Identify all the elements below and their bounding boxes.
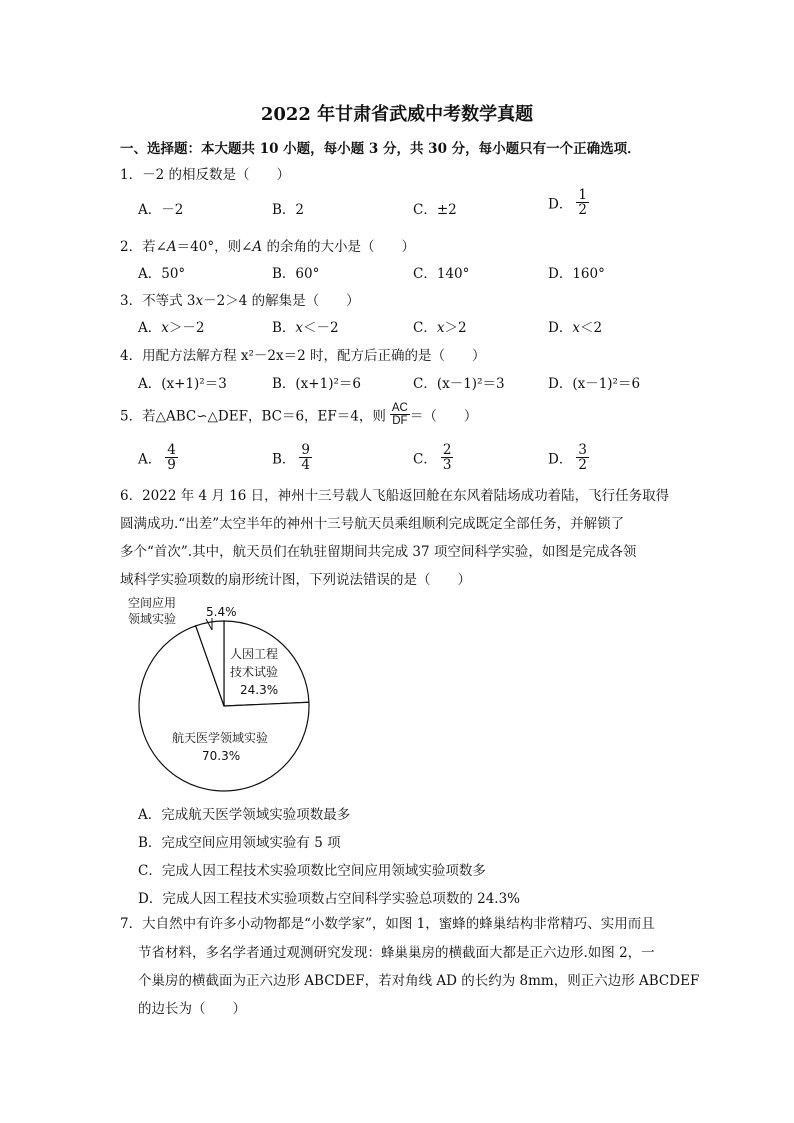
pie-label-human-pct: 24.3%	[240, 683, 279, 697]
question-3-option-d	[548, 316, 602, 336]
question-1-option-c: C．±2	[413, 202, 457, 218]
pie-label-human-line2: 技术试验	[230, 665, 279, 679]
pie-slices	[139, 621, 309, 791]
option-text: ＜2	[579, 320, 603, 336]
question-4-option-c: C．(x－1)²＝3	[413, 376, 505, 392]
pie-label-medical-line1: 航天医学领域实验	[172, 731, 269, 745]
question-3-option-c	[413, 316, 467, 336]
question-7-line-4: 的边长为（ ）	[138, 1001, 246, 1017]
question-2-option-a: A．50°	[138, 266, 186, 282]
option-text: ＜－2	[303, 320, 339, 336]
question-4-option-a: A．(x+1)²＝3	[138, 376, 227, 392]
fraction	[576, 443, 589, 472]
question-5-option-d	[548, 443, 589, 472]
question-2-stem	[120, 235, 415, 255]
fraction-numerator: 4	[167, 442, 176, 458]
stem-part: ＝（ ）	[409, 408, 478, 425]
var-x: x	[295, 320, 304, 336]
fraction	[441, 443, 454, 472]
question-1-option-a: A．－2	[138, 202, 184, 218]
question-6-line-2: 圆满成功.“出差”太空半年的神州十三号航天员乘组顺利完成既定全部任务，并解锁了	[120, 516, 625, 532]
question-5-option-c	[413, 443, 453, 472]
fraction-denominator: 4	[301, 457, 311, 474]
question-1-option-d	[548, 188, 589, 217]
question-4-stem: 4．用配方法解方程 x²－2x＝2 时，配方后正确的是（ ）	[120, 348, 486, 364]
question-7-line-1: 7．大自然中有许多小动物都是“小数学家”，如图 1，蜜蜂的蜂巢结构非常精巧、实用而且	[120, 916, 655, 932]
option-prefix: A．	[138, 320, 162, 336]
section-heading: 一、选择题：本大题共 10 小题，每小题 3 分，共 30 分，每小题只有一个正确选项．	[120, 141, 641, 157]
pie-chart	[120, 590, 320, 802]
fraction-numerator: 3	[578, 442, 587, 458]
question-4-option-b: B．(x+1)²＝6	[272, 376, 361, 392]
pie-label-human-line1: 人因工程	[230, 647, 279, 661]
question-2-option-d: D．160°	[548, 266, 605, 282]
option-prefix: B．	[272, 451, 296, 468]
fraction	[390, 402, 410, 427]
question-3-option-a	[138, 316, 204, 336]
stem-part: －2＞4 的解集是（ ）	[203, 293, 360, 309]
question-5-option-a	[138, 443, 178, 472]
question-3-option-b	[272, 316, 339, 336]
question-2-option-c: C．140°	[413, 266, 470, 282]
question-3-stem	[120, 289, 360, 309]
var-x: x	[195, 293, 204, 309]
question-4-option-d: D．(x－1)²＝6	[548, 376, 641, 392]
fraction-numerator: 1	[578, 187, 587, 203]
fraction-denominator: 2	[578, 457, 587, 474]
fraction-denominator: DF	[392, 415, 408, 428]
fraction-numerator: AC	[391, 402, 408, 414]
option-text: ＞－2	[168, 320, 205, 336]
question-5-stem	[120, 402, 477, 427]
option-prefix: C．	[413, 320, 437, 336]
question-6-line-1: 6．2022 年 4 月 16 日，神州十三号载人飞船返回舱在东风着陆场成功着陆，飞行任务取得	[120, 488, 670, 504]
pie-label-space-line2: 领域实验	[128, 612, 177, 626]
question-6-line-3: 多个“首次”.其中，航天员们在轨驻留期间共完成 37 项空间科学实验，如图是完成各领	[120, 544, 637, 560]
var-x: x	[572, 320, 580, 336]
question-6-option-c: C．完成人因工程技术实验项数比空间应用领域实验项数多	[138, 863, 486, 879]
question-5-option-b	[272, 443, 312, 472]
var-a: A	[252, 239, 263, 255]
var-x: x	[436, 320, 445, 336]
fraction-numerator: 9	[301, 442, 311, 458]
option-text: ＞2	[444, 320, 467, 336]
question-6-line-4: 域科学实验项数的扇形统计图，下列说法错误的是（ ）	[120, 572, 471, 588]
option-prefix: B．	[272, 320, 296, 336]
question-1-option-b: B．2	[272, 202, 305, 218]
fraction-denominator: 3	[442, 457, 452, 474]
stem-part: 2．若∠	[120, 239, 167, 255]
question-1-stem: 1．－2 的相反数是（ ）	[120, 167, 290, 183]
question-7-line-3: 个巢房的横截面为正六边形 ABCDEF，若对角线 AD 的长约为 8mm，则正六边形 ABCDEF	[138, 973, 700, 989]
fraction-denominator: 9	[167, 457, 176, 474]
var-a: A	[166, 239, 177, 255]
option-prefix: C．	[413, 451, 437, 468]
question-6-option-b: B．完成空间应用领域实验有 5 项	[138, 835, 341, 851]
fraction-denominator: 2	[578, 202, 587, 219]
fraction	[576, 188, 589, 217]
fraction	[299, 443, 312, 472]
option-d-prefix: D．	[548, 196, 573, 213]
question-7-line-2: 节省材料，多名学者通过观测研究发现：蜂巢巢房的横截面大都是正六边形.如图 2，一	[138, 945, 655, 961]
question-6-option-d: D．完成人因工程技术实验项数占空间科学实验总项数的 24.3%	[138, 891, 521, 907]
option-prefix: A．	[138, 451, 162, 468]
var-x: x	[161, 320, 169, 336]
stem-part: 5．若△ABC∽△DEF，BC＝6，EF＝4，则	[120, 408, 386, 425]
pie-label-space-pct: 5.4%	[206, 605, 237, 619]
pie-label-medical-pct: 70.3%	[202, 749, 241, 763]
fraction-numerator: 2	[442, 442, 452, 458]
question-2-option-b: B．60°	[272, 266, 320, 282]
option-prefix: D．	[548, 320, 573, 336]
stem-part: ＝40°，则∠	[176, 239, 253, 255]
fraction	[165, 443, 178, 472]
page-title: 2022 年甘肃省武威中考数学真题	[260, 104, 534, 125]
question-6-option-a: A．完成航天医学领域实验项数最多	[138, 807, 351, 823]
stem-part: 的余角的大小是（ ）	[262, 239, 415, 255]
stem-part: 3．不等式 3	[120, 293, 196, 309]
option-prefix: D．	[548, 451, 573, 468]
pie-label-space-line1: 空间应用	[128, 596, 177, 610]
